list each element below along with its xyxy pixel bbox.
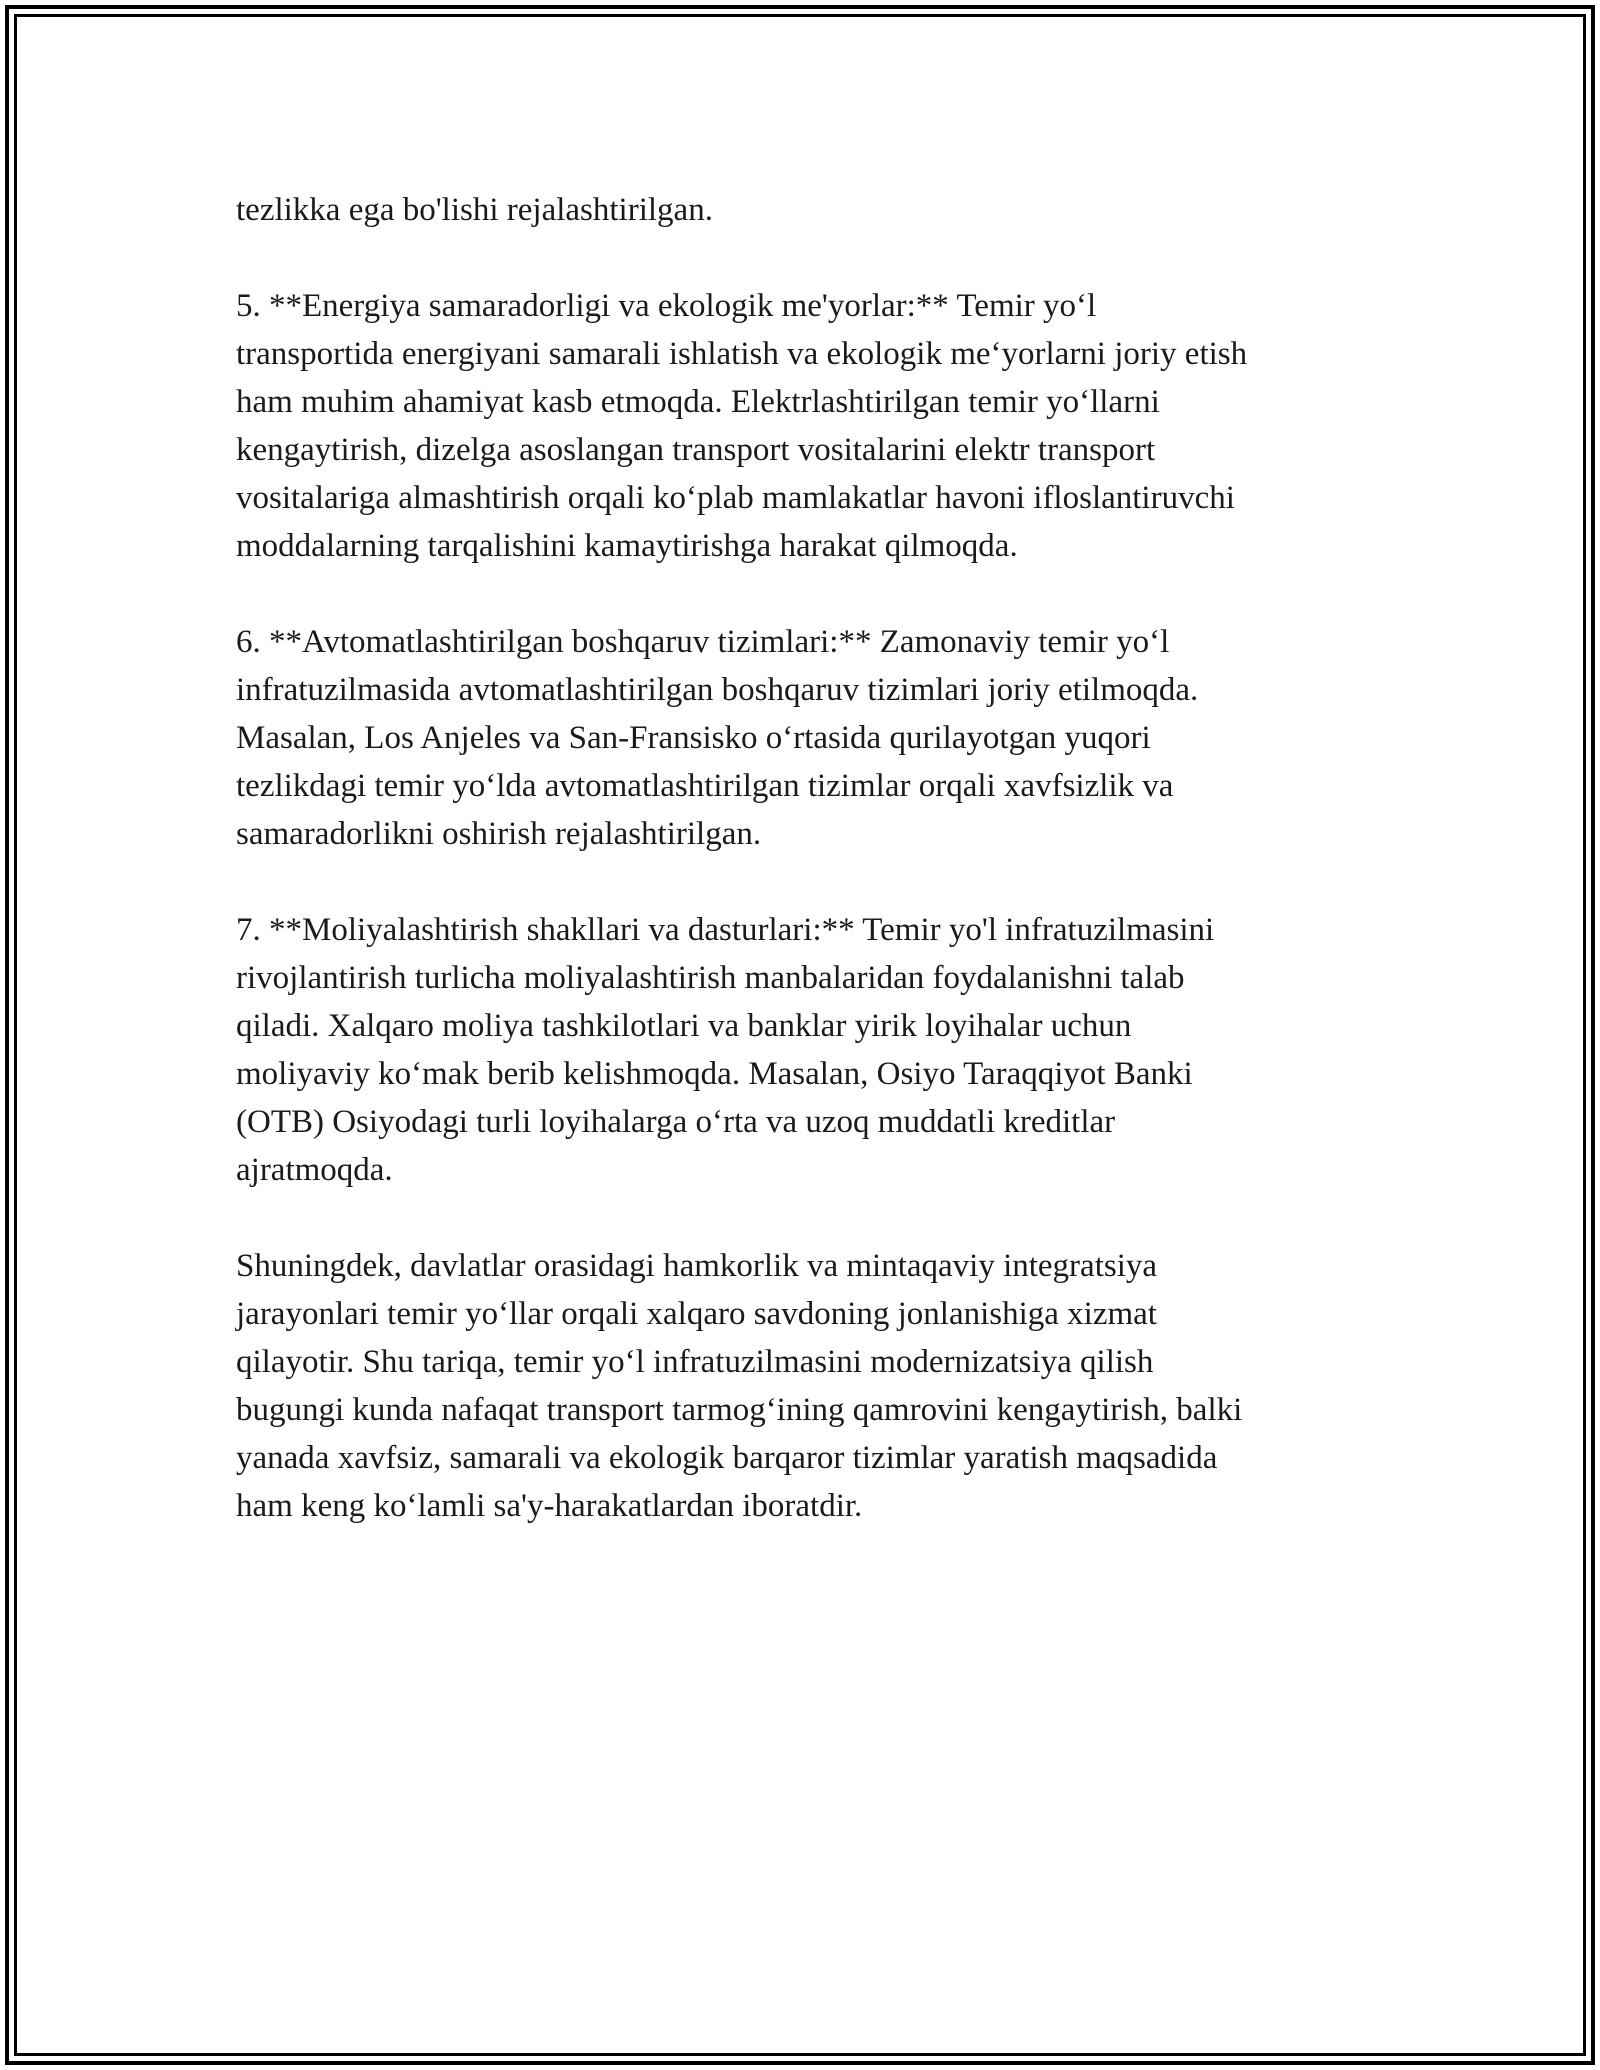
paragraph-continuation: tezlikka ega bo'lishi rejalashtirilgan. [236,192,713,228]
paragraph-energy-efficiency: 5. **Energiya samaradorligi va ekologik me'yorlar:** Temir yo‘l transportida energiyani samarali ishlatish va ekologik me‘yorlarni joriy etish ham muhim ahamiyat kasb etmoqda. Elektrlashtirilgan temir yo‘llarni kengaytirish, dizelga asoslangan transport vositalarini elektr transport vositalariga almashtirish orqali ko‘plab mamlakatlar havoni ifloslantiruvchi moddalarning tarqalishini kamaytirishga harakat qilmoqda. [236,288,1248,564]
paragraph-automated-control: 6. **Avtomatlashtirilgan boshqaruv tizimlari:** Zamonaviy temir yo‘l infratuzilmasida avtomatlashtirilgan boshqaruv tizimlari joriy etilmoqda. Masalan, Los Anjeles va San-Fransisko o‘rtasida qurilayotgan yuqori tezlikdagi temir yo‘lda avtomatlashtirilgan tizimlar orqali xavfsizlik va samaradorlikni oshirish rejalashtirilgan. [236,624,1199,852]
paragraph-conclusion: Shuningdek, davlatlar orasidagi hamkorlik va mintaqaviy integratsiya jarayonlari temir yo‘llar orqali xalqaro savdoning jonlanishiga xizmat qilayotir. Shu tariqa, temir yo‘l infratuzilmasini modernizatsiya qilish bugungi kunda nafaqat transport tarmog‘ining qamrovini kengaytirish, balki yanada xavfsiz, samarali va ekologik barqaror tizimlar yaratish maqsadida ham keng ko‘lamli sa'y-harakatlardan iboratdir. [236,1248,1243,1524]
document-body [236,186,1376,1578]
paragraph-financing: 7. **Moliyalashtirish shakllari va dasturlari:** Temir yo'l infratuzilmasini rivojlantirish turlicha moliyalashtirish manbalaridan foydalanishni talab qiladi. Xalqaro moliya tashkilotlari va banklar yirik loyihalar uchun moliyaviy ko‘mak berib kelishmoqda. Masalan, Osiyo Taraqqiyot Banki (OTB) Osiyodagi turli loyihalarga o‘rta va uzoq muddatli kreditlar ajratmoqda. [236,912,1215,1188]
